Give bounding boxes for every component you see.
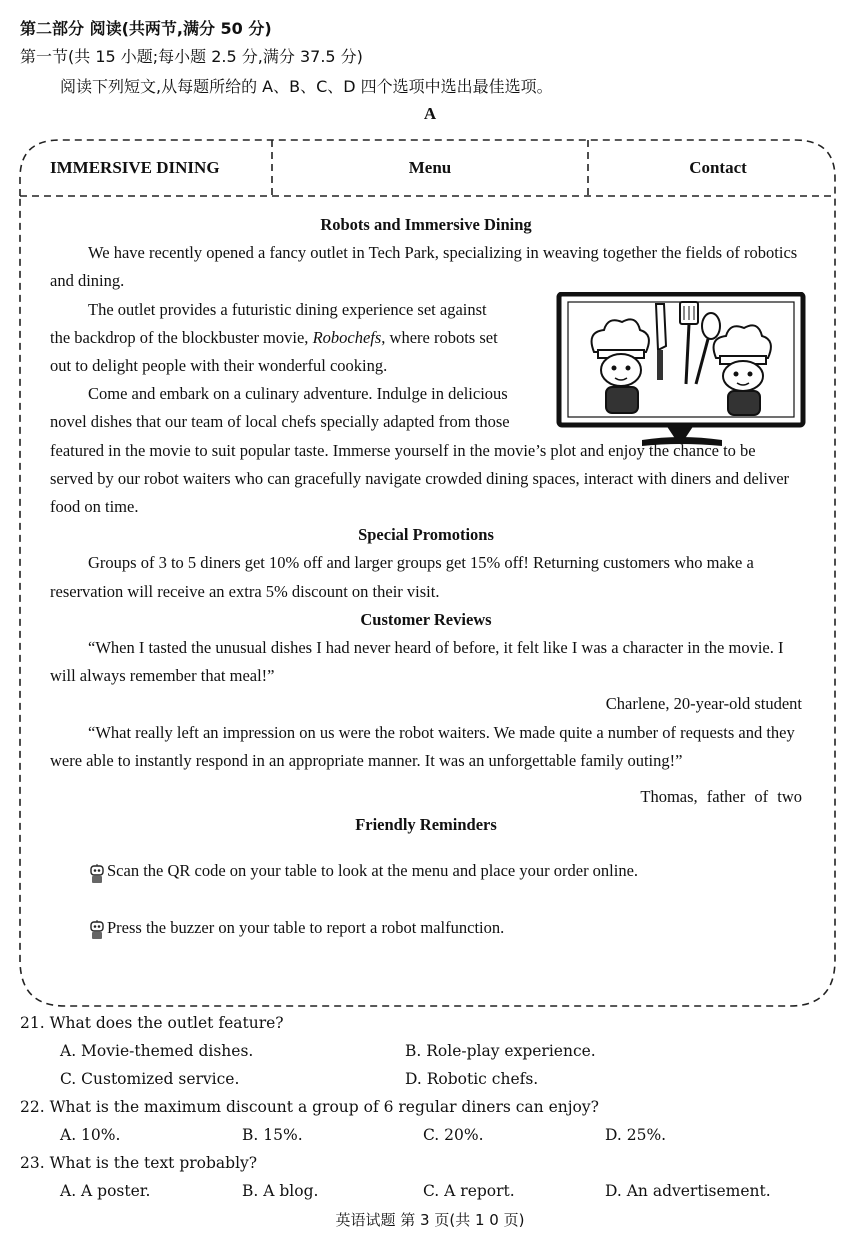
reminders-title: Friendly Reminders: [355, 815, 497, 835]
question-21: 21. What does the outlet feature?: [20, 1014, 284, 1032]
promotions-title: Special Promotions: [358, 525, 494, 545]
option-22-b[interactable]: B. 15%.: [242, 1126, 303, 1144]
review-2-author: Thomas, father of two: [640, 787, 802, 807]
experience-paragraph: [50, 296, 505, 381]
nav-brand[interactable]: IMMERSIVE DINING: [50, 158, 220, 177]
p2-after: , where robots set out to delight people with their wonderful cooking.: [50, 327, 498, 376]
instruction: 阅读下列短文,从每题所给的 A、B、C、D 四个选项中选出最佳选项。: [60, 77, 553, 96]
option-22-d[interactable]: D. 25%.: [605, 1126, 667, 1144]
section-info: 第一节(共 15 小题;每小题 2.5 分,满分 37.5 分): [20, 47, 363, 66]
reminder-1: [88, 857, 802, 885]
p2-before: The outlet provides a futuristic dining experience set against the backdrop of the blockbuster movie,: [50, 299, 487, 347]
adventure-paragraph-wrap: [50, 380, 802, 521]
reminder-1-text: Scan the QR code on your table to look at the menu and place your order online.: [107, 861, 639, 881]
option-21-b[interactable]: B. Role-play experience.: [405, 1042, 596, 1060]
robot-icon: [88, 864, 106, 886]
option-23-d[interactable]: D. An advertisement.: [605, 1182, 771, 1200]
option-23-a[interactable]: A. A poster.: [60, 1182, 151, 1200]
review-1-author: Charlene, 20-year-old student: [605, 694, 802, 714]
article: [50, 211, 802, 942]
passage-label: A: [423, 104, 437, 123]
question-22: 22. What is the maximum discount a group of 6 regular diners can enjoy?: [20, 1098, 599, 1116]
review-2: “What really left an impression on us were the robot waiters. We made quite a number of requests and they were able to instantly respond in an appropriate manner. It was an unforgettable family outing!”: [50, 722, 795, 770]
review-1: “When I tasted the unusual dishes I had never heard of before, it felt like I was a character in the movie. I will always remember that meal!”: [50, 638, 784, 686]
reminder-2-text: Press the buzzer on your table to report a robot malfunction.: [107, 917, 505, 937]
promotions-text: Groups of 3 to 5 diners get 10% off and larger groups get 15% off! Returning customers who make a reservation will receive an extra 5% discount on their visit.: [50, 553, 754, 601]
option-22-a[interactable]: A. 10%.: [60, 1126, 121, 1144]
nav-contact[interactable]: Contact: [689, 158, 747, 177]
intro-paragraph: We have recently opened a fancy outlet in Tech Park, specializing in weaving together the fields of robotics and dining.: [50, 243, 798, 291]
option-21-c[interactable]: C. Customized service.: [60, 1070, 240, 1088]
option-21-a[interactable]: A. Movie-themed dishes.: [60, 1042, 254, 1060]
adventure-paragraph: Come and embark on a culinary adventure. Indulge in delicious novel dishes that our team of local chefs specially adapted from those featured in the movie to suit popular taste. Immerse yourself in the movie’s plot and enjoy the chance to be served by our robot waiters who can gracefully navigate crowded dining spaces, interact with diners and deliver food on time.: [50, 384, 790, 517]
part-title: 第二部分 阅读(共两节,满分 50 分): [20, 19, 272, 38]
option-22-c[interactable]: C. 20%.: [423, 1126, 484, 1144]
robot-icon: [88, 920, 106, 942]
nav-menu[interactable]: Menu: [408, 158, 452, 177]
option-23-b[interactable]: B. A blog.: [242, 1182, 319, 1200]
option-21-d[interactable]: D. Robotic chefs.: [405, 1070, 539, 1088]
movie-title: Robochefs: [312, 327, 382, 347]
option-23-c[interactable]: C. A report.: [423, 1182, 515, 1200]
reviews-title: Customer Reviews: [360, 609, 492, 629]
reminder-2: [88, 914, 802, 942]
page-footer: 英语试题 第 3 页(共 1 0 页): [335, 1211, 525, 1229]
question-23: 23. What is the text probably?: [20, 1154, 258, 1172]
article-title: Robots and Immersive Dining: [320, 215, 532, 234]
